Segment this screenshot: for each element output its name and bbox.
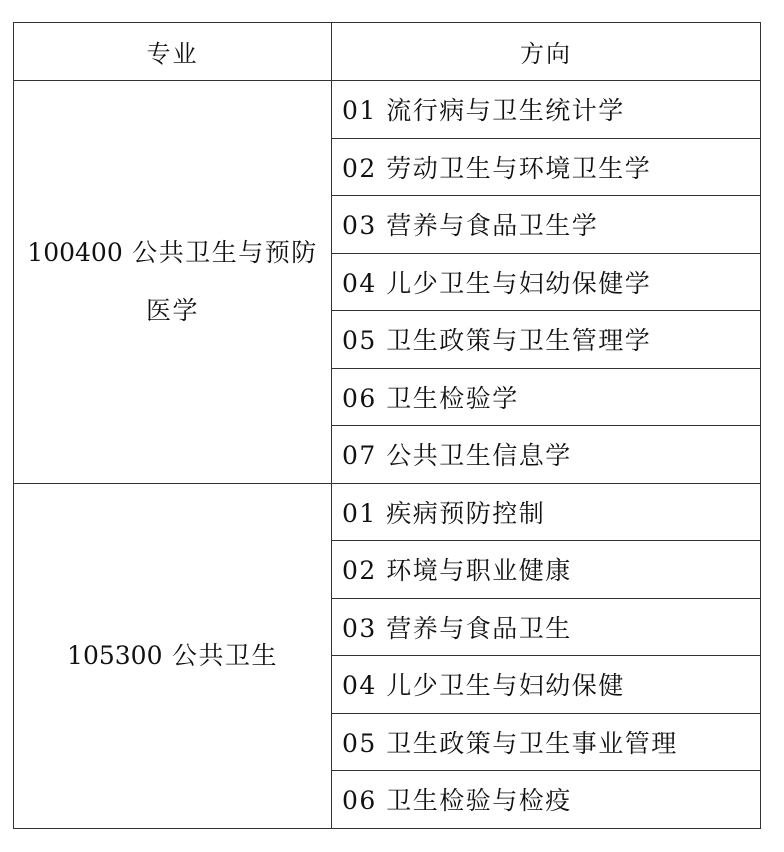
direction-cell: 02 环境与职业健康 xyxy=(332,541,761,599)
direction-cell: 04 儿少卫生与妇幼保健 xyxy=(332,656,761,714)
direction-cell: 05 卫生政策与卫生事业管理 xyxy=(332,713,761,771)
major-name: 公共卫生 xyxy=(171,640,278,670)
table-row xyxy=(14,483,761,541)
direction-cell: 05 卫生政策与卫生管理学 xyxy=(332,311,761,369)
major-code: 100400 xyxy=(27,237,123,267)
direction-cell: 04 儿少卫生与妇幼保健学 xyxy=(332,253,761,311)
major-code: 105300 xyxy=(67,640,163,670)
header-major: 专业 xyxy=(14,23,332,81)
header-row xyxy=(14,23,761,81)
direction-cell: 01 流行病与卫生统计学 xyxy=(332,81,761,139)
direction-cell: 03 营养与食品卫生学 xyxy=(332,196,761,254)
table-header xyxy=(14,23,761,81)
direction-cell: 01 疾病预防控制 xyxy=(332,483,761,541)
table-row xyxy=(14,81,761,139)
direction-cell: 06 卫生检验学 xyxy=(332,368,761,426)
direction-cell: 02 劳动卫生与环境卫生学 xyxy=(332,138,761,196)
header-direction: 方向 xyxy=(332,23,761,81)
major-direction-table xyxy=(13,22,761,829)
table-body xyxy=(14,81,761,829)
major-cell-100400 xyxy=(14,81,332,484)
direction-cell: 06 卫生检验与检疫 xyxy=(332,771,761,829)
major-cell-105300 xyxy=(14,483,332,828)
direction-cell: 03 营养与食品卫生 xyxy=(332,598,761,656)
major-name: 公共卫生与预防医学 xyxy=(132,237,318,325)
direction-cell: 07 公共卫生信息学 xyxy=(332,426,761,484)
